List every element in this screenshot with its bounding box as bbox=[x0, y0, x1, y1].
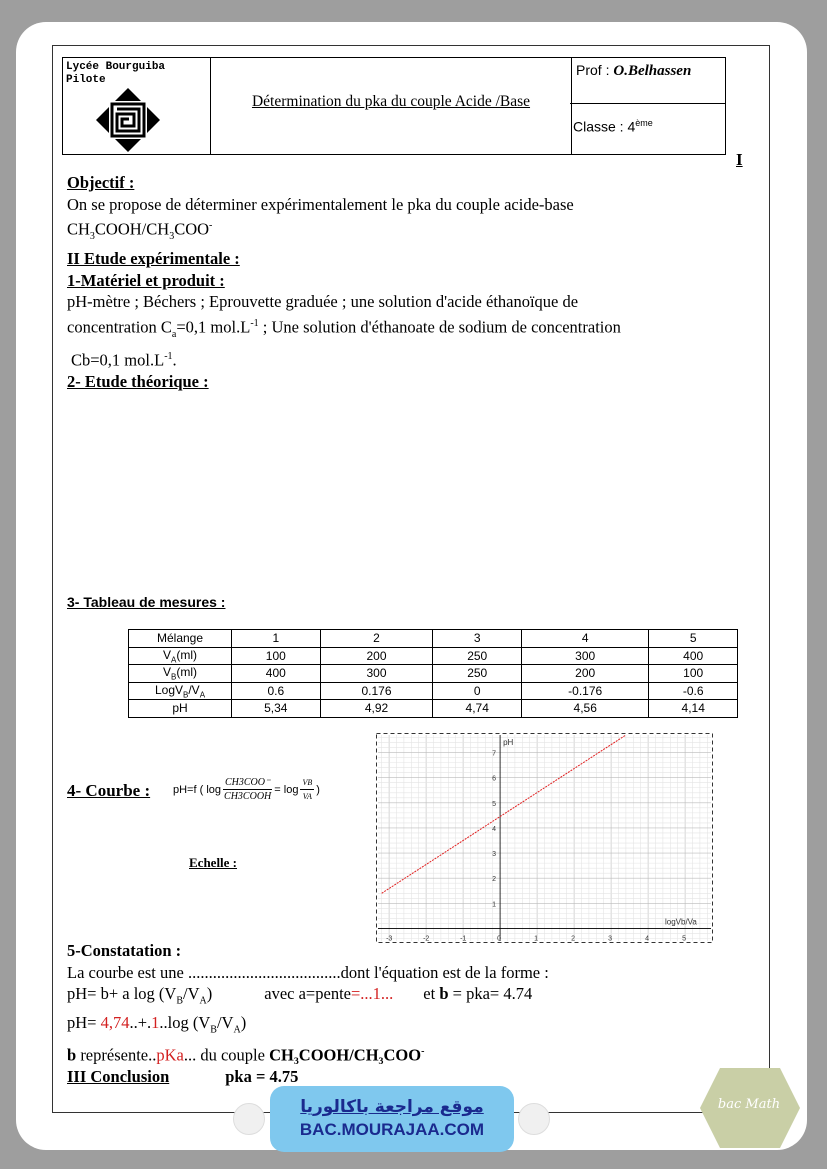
constatation-line3: pH= 4,74..+.1..log $(V_B/V_A)$ bbox=[67, 1012, 247, 1036]
title-cell bbox=[211, 58, 572, 154]
volume-fraction: $\frac{VB}{VA}$ bbox=[302, 778, 313, 801]
table-cell: 4,92 bbox=[320, 700, 433, 718]
table-cell: 100 bbox=[232, 647, 321, 665]
materiel-line2: concentration $C_a=0,1$ $mol.L^{-1}$ ; Une solution d'éthanoate de sodium de concentration bbox=[67, 317, 621, 340]
table-cell: 200 bbox=[320, 647, 433, 665]
conclusion-heading: III Conclusion bbox=[67, 1066, 170, 1086]
site-url[interactable]: BAC.MOURAJAA.COM bbox=[299, 1120, 485, 1139]
formula-suffix: ) bbox=[316, 783, 320, 796]
table-cell: 4,56 bbox=[522, 700, 649, 718]
table-cell: 2 bbox=[320, 630, 433, 648]
courbe-formula bbox=[173, 776, 320, 803]
y-tick-label: 6 bbox=[492, 775, 497, 783]
y-tick-label: 4 bbox=[492, 825, 497, 833]
table-cell: 4,74 bbox=[433, 700, 522, 718]
constatation-section bbox=[67, 940, 707, 1087]
row-label: $LogV_B/V_A$ bbox=[129, 682, 232, 700]
classe-sup: ème bbox=[635, 118, 653, 128]
table-cell: 0 bbox=[433, 682, 522, 700]
document-title: Détermination du pka du couple Acide /Base bbox=[251, 93, 531, 110]
table-cell: 3 bbox=[433, 630, 522, 648]
materiel-heading: 1-Matériel et produit : bbox=[67, 270, 225, 290]
constatation-line2: pH= b+ a $\log (V_B/V_A)$ avec a=pente=...1... et b = pka= 4.74 bbox=[67, 984, 533, 1007]
school-subtitle: Pilote bbox=[66, 74, 106, 86]
table-cell: 400 bbox=[232, 665, 321, 683]
objectif-line: On se propose de déterminer expérimentalement le pka du couple acide-base bbox=[67, 194, 574, 214]
x-tick-label: -2 bbox=[423, 935, 430, 943]
body-text bbox=[67, 172, 727, 392]
measurements-table bbox=[128, 629, 738, 718]
table-cell: 4,14 bbox=[649, 700, 738, 718]
table-cell: 400 bbox=[649, 647, 738, 665]
table-cell: -0.176 bbox=[522, 682, 649, 700]
conclusion-line bbox=[67, 1066, 707, 1088]
classe-field bbox=[573, 118, 653, 135]
courbe-heading: 4- Courbe : bbox=[67, 781, 151, 800]
site-name-arabic: موقع مراجعة باكالوريا bbox=[300, 1097, 484, 1117]
x-tick-label: 2 bbox=[571, 935, 576, 943]
y-tick-label: 1 bbox=[492, 901, 497, 909]
y-tick-label: 7 bbox=[492, 750, 497, 758]
materiel-line3: Cb=0,1 $mol.L^{-1}$. bbox=[71, 350, 177, 370]
table-cell: 5,34 bbox=[232, 700, 321, 718]
constatation-line4: b représente..pKa... du couple CH₃COOH/CH₃COO- bbox=[67, 1045, 425, 1065]
row-label: $V_A(ml)$ bbox=[129, 647, 232, 665]
table-cell: 5 bbox=[649, 630, 738, 648]
x-tick-label: -1 bbox=[460, 935, 467, 943]
materiel-line1: pH-mètre ; Béchers ; Eprouvette graduée ; une solution d'acide éthanoïque de bbox=[67, 292, 579, 312]
table-cell: 200 bbox=[522, 665, 649, 683]
x-tick-label: -3 bbox=[386, 935, 393, 943]
formula-prefix: pH=f ( log bbox=[173, 783, 221, 796]
ph-chart bbox=[376, 733, 713, 943]
prof-label: Prof : bbox=[576, 62, 614, 78]
table-cell: 1 bbox=[232, 630, 321, 648]
site-banner[interactable] bbox=[270, 1086, 514, 1152]
x-tick-label: 1 bbox=[534, 935, 539, 943]
y-axis-label: pH bbox=[503, 738, 514, 747]
constatation-heading: 5-Constatation : bbox=[67, 941, 182, 960]
row-label: $V_B(ml)$ bbox=[129, 665, 232, 683]
school-cell bbox=[63, 58, 211, 154]
y-tick-label: 5 bbox=[492, 800, 497, 808]
table-row bbox=[129, 630, 738, 648]
table-row bbox=[129, 682, 738, 700]
table-cell: 4 bbox=[522, 630, 649, 648]
concentration-fraction: $\frac{\text{CH3COO⁻}}{\text{CH3COOH}}$ bbox=[224, 777, 272, 802]
prof-name: O.Belhassen bbox=[613, 63, 692, 79]
header-divider bbox=[570, 103, 725, 104]
table-cell: 250 bbox=[433, 647, 522, 665]
margin-mark: I bbox=[736, 150, 743, 169]
classe-label: Classe : 4 bbox=[573, 118, 636, 135]
prof-field bbox=[576, 62, 691, 80]
conclusion-value: pka = 4.75 bbox=[225, 1066, 299, 1086]
y-tick-label: 2 bbox=[492, 876, 497, 884]
x-tick-label: 3 bbox=[608, 935, 613, 943]
row-label: Mélange bbox=[129, 630, 232, 648]
school-name: Lycée Bourguiba bbox=[66, 61, 166, 73]
table-cell: 0.176 bbox=[320, 682, 433, 700]
formula-equals: = log bbox=[274, 783, 299, 796]
x-tick-label: 4 bbox=[645, 935, 650, 943]
objectif-heading: Objectif : bbox=[67, 173, 135, 192]
table-cell: 100 bbox=[649, 665, 738, 683]
table-row bbox=[129, 700, 738, 718]
theorique-heading: 2- Etude théorique : bbox=[67, 371, 209, 391]
y-tick-label: 3 bbox=[492, 851, 497, 859]
table-row bbox=[129, 665, 738, 683]
table-cell: 300 bbox=[522, 647, 649, 665]
table-cell: 300 bbox=[320, 665, 433, 683]
row-label: pH bbox=[129, 700, 232, 718]
echelle-label: Echelle : bbox=[189, 855, 238, 870]
site-logo-icon bbox=[233, 1103, 265, 1135]
site-logo-icon bbox=[518, 1103, 550, 1135]
table-cell: -0.6 bbox=[649, 682, 738, 700]
x-tick-label: 5 bbox=[682, 935, 687, 943]
tableau-heading: 3- Tableau de mesures : bbox=[67, 594, 226, 610]
table-row bbox=[129, 647, 738, 665]
table-cell: 0.6 bbox=[232, 682, 321, 700]
x-axis-label: logVb/Va bbox=[665, 917, 697, 927]
table-cell: 250 bbox=[433, 665, 522, 683]
school-logo-icon bbox=[95, 87, 161, 153]
x-tick-label: 0 bbox=[497, 935, 502, 943]
etude-exp-heading: II Etude expérimentale : bbox=[67, 248, 240, 268]
constatation-line1: La courbe est une .....................................dont l'équation est de la forme : bbox=[67, 962, 549, 982]
bacmath-badge-text: bac Math bbox=[717, 1097, 781, 1112]
objectif-couple: $CH_3COOH/CH_3COO^-$ bbox=[67, 219, 213, 243]
